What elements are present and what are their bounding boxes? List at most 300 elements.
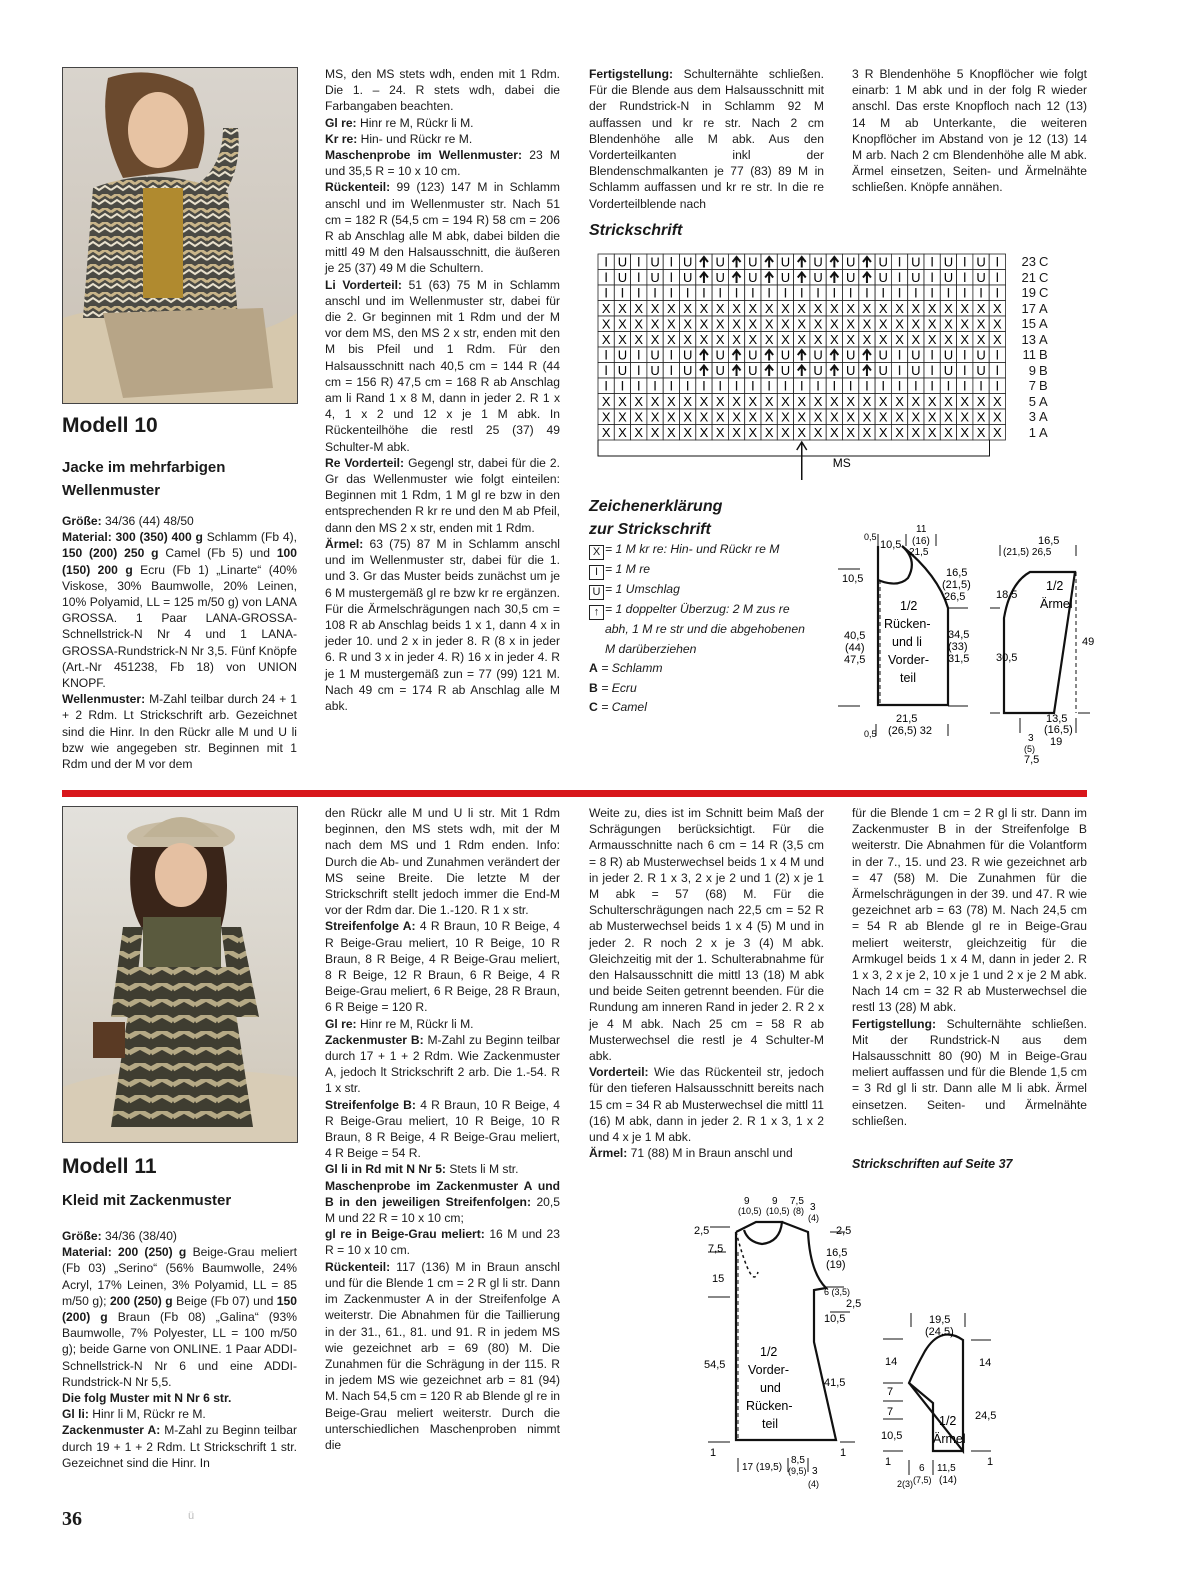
dress-label-2: Vorder- <box>748 1363 789 1377</box>
chart-symbol-x: X <box>781 331 790 347</box>
chart-symbol-x: X <box>715 316 725 332</box>
dim-right-1: 16,5 <box>946 567 968 579</box>
chart-symbol-x: X <box>748 300 758 316</box>
dim-right-5: (33) <box>948 641 968 653</box>
chart-symbol-yarnover: U <box>813 347 823 363</box>
section-divider <box>62 790 1087 797</box>
chart-symbol-x: X <box>862 424 872 440</box>
section-label: Die folg Muster mit N Nr 6 str. <box>62 1391 232 1406</box>
row-number: 7 <box>1028 378 1036 393</box>
sleeve-dim-top-2: (21,5) 26,5 <box>1003 547 1052 558</box>
chart-symbol-x: X <box>862 316 872 332</box>
chart-symbol-x: X <box>813 331 823 347</box>
chart-symbol-x: X <box>634 331 644 347</box>
legend-item <box>589 698 829 718</box>
section-text: Gegengl str, dabei für die 2. Gr das Wellenmuster wie folgt einteilen: Beginnen mit 1 Rdm, 1 M gl re bzw in den entsprechenden R kr re und den M ab Pfeil, dann den MS 2 x str, enden mit 1 Rdm. <box>325 455 560 535</box>
dress-dim-r7: 41,5 <box>824 1377 846 1389</box>
row-color: A <box>1039 393 1048 409</box>
section-text: Wie das Rückenteil str, jedoch für den tieferen Halsausschnitt bereits nach 15 cm = 34 R ab Musterwechsel die mittl 11 (16) M abk, dann in jeder 2. R 1 x 3, 1 x 2 und 4 x je 1 M abk. <box>589 1065 824 1145</box>
sleeve2-dim-t1: 19,5 <box>929 1314 951 1326</box>
model10-subtitle-line2: Wellenmuster <box>62 482 161 499</box>
chart-symbol-x: X <box>878 424 888 440</box>
chart-symbol-x: X <box>715 424 725 440</box>
row-color: A <box>1039 300 1048 316</box>
dress-label-3: und <box>760 1381 781 1395</box>
dress-dim-b1: 17 (19,5) <box>742 1462 783 1473</box>
row-number: 3 <box>1028 409 1036 424</box>
chart-symbol-x: X <box>715 300 725 316</box>
chart-symbol-x: X <box>781 300 790 316</box>
section-label: Gl re: <box>325 1016 357 1031</box>
section-text: 20,5 M und 22 R = 10 x 10 cm; <box>325 1194 560 1226</box>
sleeve-dim-bot-4: 3 <box>1028 733 1034 744</box>
legend-title-line1: Zeichenerklärung <box>589 498 723 515</box>
legend-title-line2: zur Strickschrift <box>589 521 711 538</box>
section-label: Streifenfolge B: <box>325 1097 416 1112</box>
chart-symbol-x: X <box>650 316 660 332</box>
legend-item <box>589 659 829 679</box>
section-label: Rückenteil: <box>325 180 391 195</box>
legend-item <box>589 540 829 560</box>
chart-symbol-x: X <box>650 331 660 347</box>
chart-symbol-x: X <box>601 300 611 316</box>
chart-symbol-x: X <box>618 316 627 332</box>
chart-row-label <box>1018 394 1048 409</box>
chart-symbol-x: X <box>732 409 741 425</box>
section-text: für die Blende 1 cm = 2 R gl li str. Dann im Zackenmuster B in der Streifenfolge B weiterstr. Die Abnahmen für die Volantform in der 7., 15. und 23. R wie gezeichnet arb = 47 (58) M. Die Zunahmen für die Ärmelschrägungen in der 39. und 47. R wie gezeichnet arb = 63 (78) M. Nach 24,5 cm = 54 R ab Blende gl re in Beige-Grau meliert weiterstr, gleichzeitig für die Armkugel beids 1 x 4 M, dann in jeder 2. R 1 x 3, 2 x je 2, 10 x je 1 und 2 x je 2 M abk. Nach 14 cm = 32 R ab Musterwechsel die restl 13 (28) M abk. <box>852 806 1087 1015</box>
chart-symbol-x: X <box>813 424 823 440</box>
label-2: Rücken- <box>884 617 931 631</box>
chart-symbol-x: X <box>715 409 725 425</box>
chart-symbol-yarnover: U <box>617 362 628 378</box>
sleeve-label-1: 1/2 <box>1046 579 1064 593</box>
chart-symbol-yarnover: U <box>976 347 986 363</box>
chart-symbol-yarnover: U <box>780 347 791 363</box>
chart-symbol-x: X <box>944 393 953 409</box>
chart-symbol-x: X <box>667 393 676 409</box>
chart-symbol-yarnover: U <box>682 254 693 270</box>
model11-column-3 <box>589 805 824 1161</box>
chart-symbol-yarnover: U <box>682 269 693 285</box>
chart-symbol-x: X <box>895 424 904 440</box>
chart-symbol-x: X <box>944 316 953 332</box>
chart-symbol-yarnover: U <box>845 254 856 270</box>
section-text: Stets li M str. <box>445 1162 519 1177</box>
legend-symbol: ↑ <box>589 605 604 620</box>
row-number: 17 <box>1021 300 1036 316</box>
legend-text: = 1 M kr re: Hin- und Rückr re M <box>605 542 780 556</box>
section-label: Zackenmuster A: <box>62 1423 161 1438</box>
chart-symbol-x: X <box>781 424 790 440</box>
section-text: Braun (Fb 08) „Galina“ (93% Baumwolle, 7% Polyester, LL = 100 m/50 g); beide Garne von ONLINE. 1 Paar ADDI-Schnellstrick-N Nr 6 und eine ADDI-Rundstrick-N Nr 5,5. <box>62 1310 298 1389</box>
chart-row-label <box>1018 347 1048 362</box>
model11-title: Modell 11 <box>62 1155 157 1178</box>
row-color: A <box>1039 331 1048 347</box>
legend-text: = Schlamm <box>597 661 663 675</box>
legend-item <box>589 679 829 699</box>
row-number: 23 <box>1021 254 1036 269</box>
chart-symbol-x: X <box>748 409 758 425</box>
chart-symbol-x: X <box>976 393 986 409</box>
section-text: 3 R Blendenhöhe 5 Knopflöcher wie folgt einarb: 1 M abk und in der folg R wieder anschl. Das erste Knopfloch nach 12 (13) 14 M ab Unterkante, die weiteren Knopflöcher im Abstand von je 12 (13) 14 M arb. Nach 2 cm Blendenhöhe alle M abk. Ärmel einsetzen, Seiten- und Ärmelnähte schließen. Knöpfe annähen. <box>852 67 1087 195</box>
section-label: Rückenteil: <box>325 1259 391 1274</box>
dress-label-5: teil <box>762 1417 778 1431</box>
section-label: Maschenprobe im Zackenmuster A und B in den jeweiligen Streifenfolgen: <box>325 1178 560 1209</box>
chart-symbol-x: X <box>764 424 774 440</box>
chart-symbol-x: X <box>895 331 904 347</box>
chart-symbol-x: X <box>976 316 986 332</box>
chart-symbol-x: X <box>683 316 692 332</box>
section-text: 4 R Braun, 10 R Beige, 4 R Beige-Grau meliert, 10 R Beige, 10 R Braun, 8 R Beige, 4 R Beige-Grau meliert, 4 R Beige = 54 R. <box>325 1097 560 1161</box>
row-color: A <box>1039 316 1048 331</box>
chart-symbol-x: X <box>667 424 676 440</box>
sleeve-label-2: Ärmel <box>1040 597 1073 611</box>
chart-symbol-yarnover: U <box>813 362 823 378</box>
chart-symbol-x: X <box>927 331 937 347</box>
sleeve2-dim-b3: 11,5 <box>937 1463 956 1474</box>
dress-dim-r1: 2,5 <box>836 1225 852 1237</box>
dim-bot-2: (26,5) 32 <box>888 725 933 737</box>
chart-symbol-x: X <box>634 409 644 425</box>
chart-symbol-x: X <box>715 393 725 409</box>
legend-symbol: C <box>589 700 598 714</box>
chart-symbol-x: X <box>830 424 839 440</box>
sleeve2-dim-r3: 1 <box>987 1456 994 1468</box>
dress-dim-t3: 9 <box>772 1196 778 1207</box>
chart-symbol-yarnover: U <box>976 254 986 270</box>
chart-symbol-x: X <box>813 393 823 409</box>
chart-symbol-x: X <box>683 331 692 347</box>
chart-symbol-yarnover: U <box>617 269 628 285</box>
see-charts-note: Strickschriften auf Seite 37 <box>852 1157 1013 1171</box>
label-3: und li <box>892 635 922 649</box>
chart-symbol-x: X <box>993 409 1002 425</box>
section-label: Ärmel: <box>325 536 364 551</box>
chart-symbol-x: X <box>748 316 758 332</box>
dress-dim-l1: 2,5 <box>694 1225 710 1237</box>
chart-symbol-x: X <box>634 424 644 440</box>
chart-symbol-x: X <box>878 300 888 316</box>
paragraph <box>62 513 297 772</box>
section-label: Gl li in Rd mit N Nr 5: <box>325 1162 446 1177</box>
chart-symbol-x: X <box>846 331 855 347</box>
row-color: B <box>1039 378 1048 393</box>
chart-symbol-yarnover: U <box>748 347 758 363</box>
chart-symbol-x: X <box>976 331 986 347</box>
row-number: 1 <box>1028 424 1036 440</box>
chart-symbol-x: X <box>993 331 1002 347</box>
chart-symbol-yarnover: U <box>650 254 660 270</box>
neck-curve <box>878 546 912 584</box>
section-text: Beige (Fb 07) und <box>172 1293 277 1308</box>
chart-row-label <box>1018 316 1048 331</box>
chart-symbol-x: X <box>618 331 627 347</box>
chart-symbol-yarnover: U <box>650 362 660 378</box>
chart-symbol-x: X <box>993 300 1002 316</box>
chart-symbol-x: X <box>960 316 970 332</box>
chart-symbol-x: X <box>927 393 937 409</box>
section-text: M-Zahl zu Beginn teilbar durch 17 + 1 + 2 Rdm. Wie Zackenmuster A, jedoch lt Strickschrift 2 arb. Die 1.-54. R 1 x str. <box>325 1032 560 1096</box>
chart-symbol-x: X <box>618 409 627 425</box>
ghost-mark: ü <box>188 1510 195 1522</box>
chart-symbol-x: X <box>944 424 953 440</box>
chart-symbol-x: X <box>960 424 970 440</box>
dim-right-4: 34,5 <box>948 629 970 641</box>
chart-symbol-x: X <box>781 316 790 332</box>
section-text: 34/36 (44) 48/50 <box>101 514 194 528</box>
row-number: 9 <box>1028 362 1036 378</box>
chart-symbol-x: X <box>764 316 774 332</box>
legend-text: M darüberziehen <box>605 641 697 656</box>
section-text: Weite zu, dies ist im Schnitt beim Maß der Schrägungen berücksichtigt. Für die Armausschnitte nach 6 cm = 14 R (3,5 cm = 8 R) ab Musterwechsel beids 1 x 4 M und in jeder 2. R 1 x 3, 2 x je 2 und 1 (2) x je 1 M abk = 57 (68) M. Für die Schulterschrägungen nach 22,5 cm = 52 R ab Musterwechsel beids 1 x 4 (5) M und in jeder 2. R noch 2 x je 3 (4) M abk. Gleichzeitig mit der 1. Schulterabnahme für den Halsausschnitt die mittl 13 (18) M abk und beide Seiten getrennt beenden. Für die Rundung am inneren Rand in jeder 2. R 2 x je 4 M abk. Nach 25 cm = 58 R ab Musterwechsel die restl je 4 Schulter-M abk. <box>589 806 824 1064</box>
legend-symbol: A <box>589 661 598 675</box>
row-number: 15 <box>1021 316 1036 331</box>
legend-symbol: B <box>589 680 598 695</box>
sleeve2-dim-r1: 14 <box>979 1357 992 1369</box>
paragraph <box>589 805 824 1161</box>
section-text: Camel (Fb 5) und <box>158 546 277 561</box>
chart-symbol-x: X <box>895 409 904 425</box>
dim-right-2: (21,5) <box>942 579 971 591</box>
row-number: 21 <box>1021 269 1036 285</box>
chart-symbol-yarnover: U <box>911 254 921 270</box>
section-text: 23 M und 35,5 R = 10 x 10 cm. <box>325 148 561 179</box>
chart-symbol-x: X <box>944 409 953 425</box>
dress-dim-b3: (9,5) <box>788 1466 807 1476</box>
sleeve2-dim-l5: 1 <box>885 1456 892 1468</box>
chart-symbol-x: X <box>846 300 855 316</box>
chart-symbol-yarnover: U <box>715 269 725 285</box>
section-text: MS, den MS stets wdh, enden mit 1 Rdm. Die 1. – 24. R stets wdh, dabei die Farbangaben beachten. <box>325 67 560 114</box>
chart-symbol-yarnover: U <box>682 362 693 378</box>
section-text: Schulternähte schließen. Mit der Rundstrick-N aus dem Halsausschnitt 80 (90) M in Beige-Grau meliert auffassen und für die Blende 1,5 cm = 3 Rd gl li str. Dann alle M li abk. Ärmel einsetzen. Seiten- und Ärmelnähte schließen. <box>852 1016 1087 1128</box>
chart-symbol-x: X <box>748 393 758 409</box>
model11-sleeve-schematic <box>875 1305 1005 1500</box>
section-label: Gl re: <box>325 115 357 130</box>
dress-dim-l5: 1 <box>710 1447 717 1459</box>
chart-symbol-x: X <box>748 424 758 440</box>
row-color: B <box>1039 362 1048 378</box>
page-number: 36 <box>62 1508 82 1530</box>
section-label: gl re in Beige-Grau meliert: <box>325 1227 485 1242</box>
label-4: Vorder- <box>888 653 929 667</box>
chart-symbol-x: X <box>927 300 937 316</box>
chart-symbol-x: X <box>878 409 888 425</box>
model10-chart-title: Strickschrift <box>589 222 683 239</box>
dress-label-4: Rücken- <box>746 1399 793 1413</box>
chart-symbol-x: X <box>764 409 774 425</box>
section-text: 16 M und 23 R = 10 x 10 cm. <box>325 1227 560 1258</box>
chart-symbol-yarnover: U <box>943 347 954 363</box>
sleeve-dim-bot-3: 19 <box>1050 736 1063 748</box>
section-text: 71 (88) M in Braun anschl und <box>627 1146 793 1161</box>
section-label: Li Vorderteil: <box>325 277 402 292</box>
chart-symbol-x: X <box>699 316 709 332</box>
chart-symbol-yarnover: U <box>617 347 628 363</box>
chart-symbol-x: X <box>601 316 611 332</box>
chart-symbol-x: X <box>699 424 709 440</box>
model10-title: Modell 10 <box>62 414 158 437</box>
chart-symbol-x: X <box>960 331 970 347</box>
sleeve-dim-bot-2: (16,5) <box>1044 724 1073 736</box>
dress-dim-t2: (10,5) <box>738 1206 762 1216</box>
legend-text: = 1 doppelter Überzug: 2 M zus re <box>605 602 790 616</box>
chart-symbol-x: X <box>813 300 823 316</box>
chart-symbol-x: X <box>650 424 660 440</box>
chart-symbol-x: X <box>601 331 611 347</box>
label-1: 1/2 <box>900 599 918 613</box>
chart-symbol-x: X <box>650 393 660 409</box>
section-text: 99 (123) 147 M in Schlamm anschl und im Wellenmuster str. Nach 51 cm = 182 R (54,5 cm = 194 R) 58 cm = 206 R ab Anschlag alle M abk, dabei bilden die mittl 49 M den Halsausschnitt, die äußeren je 25 (37) 49 M die Schultern. <box>325 180 560 276</box>
dim-top-e: 21,5 <box>909 547 929 558</box>
chart-symbol-x: X <box>911 393 921 409</box>
chart-symbol-x: X <box>895 393 904 409</box>
section-label: Größe: <box>62 514 102 528</box>
chart-symbol-yarnover: U <box>845 269 856 285</box>
chart-symbol-x: X <box>732 393 741 409</box>
legend-text: abh, 1 M re str und die abgehobenen <box>605 622 805 636</box>
dim-left-3: (44) <box>845 642 865 654</box>
chart-symbol-x: X <box>911 409 921 425</box>
dress-label-1: 1/2 <box>760 1345 778 1359</box>
section-text: M-Zahl teilbar durch 24 + 1 + 2 Rdm. Lt Strickschrift arb. Gezeichnet sind die Hinr. In den Rückr alle M und U li bzw wie angegeben str. Beginnen mit 1 Rdm und der M vor dem <box>62 692 297 772</box>
chart-symbol-x: X <box>813 409 823 425</box>
chart-row-label <box>1018 409 1048 424</box>
paragraph <box>852 66 1087 196</box>
chart-symbol-x: X <box>618 393 627 409</box>
chart-symbol-x: X <box>830 331 839 347</box>
dress-dim-t8: (4) <box>808 1213 819 1223</box>
legend-text: = 1 Umschlag <box>605 582 680 596</box>
row-color: B <box>1039 347 1048 362</box>
chart-symbol-x: X <box>601 393 611 409</box>
chart-symbol-yarnover: U <box>878 362 888 378</box>
section-text: Schlamm (Fb 4), <box>202 530 297 545</box>
chart-row-label <box>1018 425 1048 440</box>
dim-top-b: 10,5 <box>880 539 902 551</box>
chart-symbol-x: X <box>683 300 692 316</box>
model10-body-schematic <box>838 520 978 770</box>
section-label: Re Vorderteil: <box>325 455 405 470</box>
dress-dim-r8: 1 <box>840 1447 847 1459</box>
chart-symbol-x: X <box>976 300 986 316</box>
chart-symbol-yarnover: U <box>715 254 725 270</box>
legend-list <box>589 540 829 718</box>
chart-symbol-x: X <box>993 393 1002 409</box>
model10-column-3 <box>589 66 824 212</box>
chart-symbol-yarnover: U <box>715 347 725 363</box>
chart-symbol-x: X <box>634 316 644 332</box>
chart-symbol-yarnover: U <box>943 362 954 378</box>
chart-symbol-x: X <box>634 393 644 409</box>
chart-symbol-x: X <box>764 393 774 409</box>
chart-symbol-x: X <box>650 300 660 316</box>
paragraph <box>325 66 560 714</box>
chart-symbol-x: X <box>927 409 937 425</box>
chart-symbol-x: X <box>618 424 627 440</box>
dress-dim-b5: (4) <box>808 1479 819 1489</box>
sleeve2-dim-t2: (24,5) <box>925 1326 954 1338</box>
sleeve2-label-1: 1/2 <box>939 1414 957 1428</box>
chart-symbol-x: X <box>683 424 692 440</box>
chart-symbol-x: X <box>667 300 676 316</box>
section-text: 4 R Braun, 10 R Beige, 4 R Beige-Grau meliert, 10 R Beige, 10 R Braun, 8 R Beige, 4 R Beige-Grau meliert, 8 R Beige, 12 R Braun, 6 R Beige, 4 R Beige-Grau meliert, 6 R Beige, 28 R Braun, 6 R Beige = 120 R. <box>325 919 560 1015</box>
model10-photo <box>62 67 298 404</box>
legend-item <box>589 620 829 640</box>
sleeve-dim-bot-6: 7,5 <box>1024 754 1040 766</box>
chart-symbol-x: X <box>732 424 741 440</box>
row-number: 19 <box>1021 285 1036 300</box>
chart-symbol-yarnover: U <box>943 254 954 270</box>
chart-symbol-x: X <box>781 409 790 425</box>
chart-symbol-x: X <box>862 300 872 316</box>
chart-symbol-yarnover: U <box>682 347 693 363</box>
chart-symbol-yarnover: U <box>911 347 921 363</box>
chart-symbol-x: X <box>862 409 872 425</box>
chart-symbol-x: X <box>813 316 823 332</box>
section-text: 63 (75) 87 M in Schlamm anschl und im Wellenmuster str, dabei für die 1. und 3. Gr das Muster beids zunächst um je 6 M mustergemäß gl re bzw kr re ergänzen. Für die Ärmelschrägungen nach 30,5 cm = 108 R ab Anschlag beids 1 x 1, dann 4 x in jeder 10. und 2 x in jeder 8. R (8 x in jeder 6. R und 3 x in jeder 4. R) 16 x in jeder 4. R je 1 M mustergemäß zun = 77 (99) 121 M. Nach 49 cm = 174 R ab Anschlag alle M abk. <box>325 536 560 713</box>
chart-symbol-x: X <box>797 409 807 425</box>
chart-symbol-yarnover: U <box>780 362 791 378</box>
section-label: Fertigstellung: <box>589 67 673 81</box>
chart-symbol-yarnover: U <box>845 362 856 378</box>
dress-dim-t7: 3 <box>810 1202 816 1213</box>
chart-symbol-x: X <box>993 316 1002 332</box>
chart-symbol-x: X <box>601 424 611 440</box>
sleeve-dim-right-1: 49 <box>1082 636 1095 648</box>
chart-symbol-yarnover: U <box>617 254 628 270</box>
dress-dim-t1: 9 <box>744 1196 750 1207</box>
chart-symbol-x: X <box>797 424 807 440</box>
chart-symbol-x: X <box>830 316 839 332</box>
dim-left-1: 10,5 <box>842 573 864 585</box>
model10-sleeve-schematic <box>990 528 1100 768</box>
legend-symbol: I <box>589 565 604 580</box>
sleeve2-dim-b2: (7,5) <box>913 1475 932 1485</box>
sleeve-dim-bot-1: 13,5 <box>1046 713 1068 725</box>
chart-symbol-x: X <box>911 424 921 440</box>
sleeve-dim-top-1: 16,5 <box>1038 535 1060 547</box>
dress-dim-r3: (19) <box>826 1259 846 1271</box>
chart-symbol-x: X <box>667 331 676 347</box>
dress-dim-r6: 10,5 <box>824 1313 846 1325</box>
section-text: Beige-Grau meliert (Fb 03) „Serino“ (56% Baumwolle, 24% Acryl, 17% Leinen, 3% Polyamid, LL = 85 m/50 g); <box>62 1245 297 1308</box>
chart-symbol-x: X <box>895 300 904 316</box>
legend-item <box>589 560 829 580</box>
sleeve2-dim-b4: (14) <box>939 1475 957 1486</box>
ms-label: MS <box>832 456 851 470</box>
model10-column-4 <box>852 66 1087 196</box>
chart-symbol-yarnover: U <box>650 347 660 363</box>
chart-symbol-x: X <box>846 424 855 440</box>
dim-bot-1: 21,5 <box>896 713 918 725</box>
label-5: teil <box>900 671 916 685</box>
chart-symbol-x: X <box>715 331 725 347</box>
row-color: C <box>1039 254 1049 269</box>
chart-symbol-yarnover: U <box>813 269 823 285</box>
section-text: Hinr li M, Rückr re M. <box>88 1407 206 1422</box>
chart-symbol-yarnover: U <box>715 362 725 378</box>
row-number: 13 <box>1021 331 1036 347</box>
chart-symbol-yarnover: U <box>878 347 888 363</box>
chart-symbol-x: X <box>895 316 904 332</box>
legend-text: = Ecru <box>597 680 637 695</box>
paragraph <box>589 66 824 212</box>
dim-right-6: 31,5 <box>948 653 970 665</box>
chart-symbol-yarnover: U <box>911 362 921 378</box>
dress-dim-r4: 6 (3,5) <box>824 1287 851 1297</box>
chart-symbol-x: X <box>862 393 872 409</box>
